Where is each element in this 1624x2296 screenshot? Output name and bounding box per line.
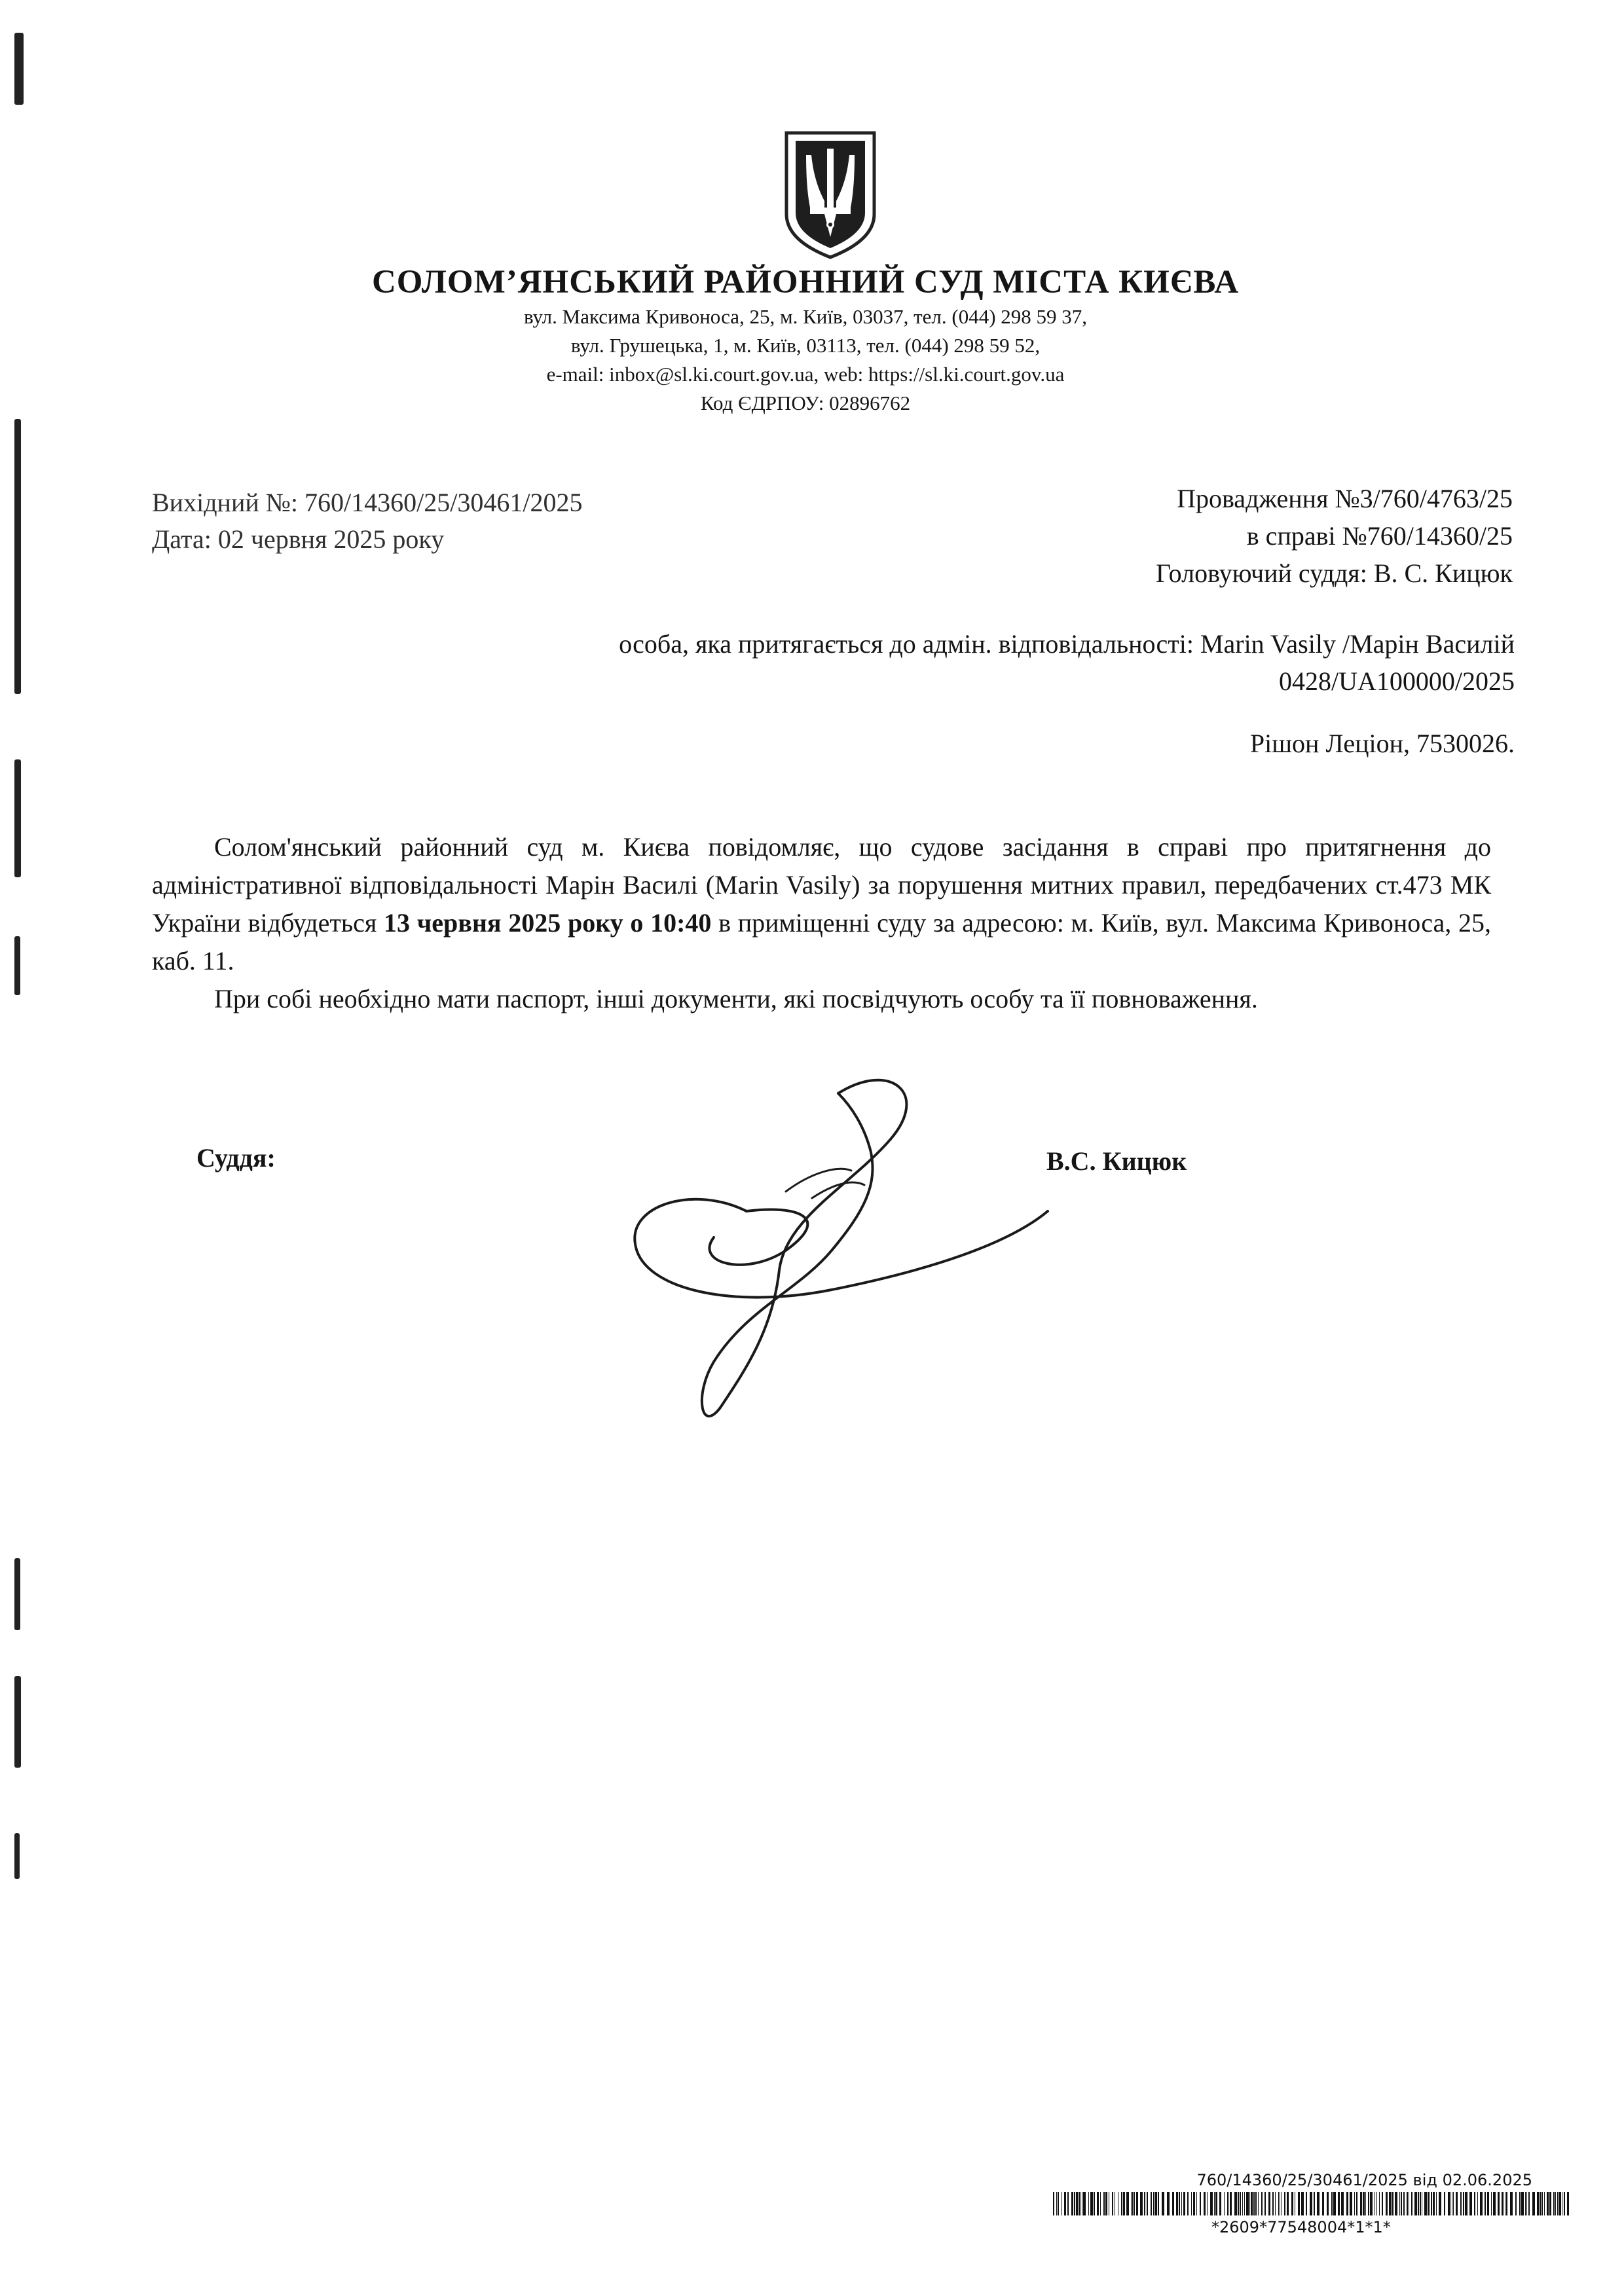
court-contact-line: e-mail: inbox@sl.ki.court.gov.ua, web: https://sl.ki.court.gov.ua bbox=[546, 363, 1065, 386]
barcode-bar bbox=[1376, 2192, 1377, 2215]
notice-paragraph bbox=[152, 828, 1491, 980]
barcode-bar bbox=[1291, 2192, 1293, 2215]
judge-name: В.С. Кицюк bbox=[1046, 1146, 1187, 1176]
barcode-bar bbox=[1564, 2192, 1565, 2215]
barcode-bar bbox=[1112, 2192, 1113, 2215]
barcode-bar bbox=[1255, 2192, 1257, 2215]
barcode-bar bbox=[1234, 2192, 1237, 2215]
barcode-bar bbox=[1465, 2192, 1467, 2215]
barcode-bar bbox=[1227, 2192, 1228, 2215]
barcode-bar bbox=[1356, 2192, 1357, 2215]
barcode-bar bbox=[1183, 2192, 1185, 2215]
barcode-bar bbox=[1433, 2192, 1435, 2215]
barcode-bar bbox=[1418, 2192, 1419, 2215]
barcode-bar bbox=[1251, 2192, 1253, 2215]
barcode-bar bbox=[1155, 2192, 1157, 2215]
barcode-bar bbox=[1249, 2192, 1250, 2215]
barcode-bar bbox=[1105, 2192, 1107, 2215]
addressee-block bbox=[619, 625, 1515, 700]
barcode-bar bbox=[1219, 2192, 1221, 2215]
barcode-bar bbox=[1317, 2192, 1320, 2215]
barcode-bar bbox=[1519, 2192, 1521, 2215]
barcode-bar bbox=[1350, 2192, 1352, 2215]
barcode-bar bbox=[1067, 2192, 1069, 2215]
court-edrpou-line: Код ЄДРПОУ: 02896762 bbox=[700, 392, 911, 414]
barcode-bar bbox=[1210, 2192, 1213, 2215]
barcode-bar bbox=[1341, 2192, 1344, 2215]
barcode-bar bbox=[1395, 2192, 1397, 2215]
barcode bbox=[1053, 2192, 1569, 2215]
barcode-number: *2609*77548004*1*1* bbox=[1211, 2218, 1391, 2236]
barcode-bar bbox=[1132, 2192, 1134, 2215]
proceeding-number: Провадження №3/760/4763/25 bbox=[1177, 484, 1513, 513]
barcode-bar bbox=[1083, 2192, 1086, 2215]
barcode-bar bbox=[1264, 2192, 1266, 2215]
barcode-bar bbox=[1071, 2192, 1073, 2215]
barcode-bar bbox=[1126, 2192, 1129, 2215]
barcode-bar bbox=[1287, 2192, 1289, 2215]
barcode-bar bbox=[1272, 2192, 1274, 2215]
barcode-bar bbox=[1414, 2192, 1417, 2215]
barcode-bar bbox=[1103, 2192, 1105, 2215]
barcode-bar bbox=[1242, 2192, 1243, 2215]
barcode-bar bbox=[1379, 2192, 1380, 2215]
outgoing-number: Вихідний №: 760/14360/25/30461/2025 bbox=[152, 488, 583, 517]
barcode-bar bbox=[1191, 2192, 1192, 2215]
barcode-bar bbox=[1193, 2192, 1195, 2215]
barcode-bar bbox=[1134, 2192, 1135, 2215]
barcode-bar bbox=[1368, 2192, 1369, 2215]
barcode-bar bbox=[1540, 2192, 1541, 2215]
barcode-bar bbox=[1278, 2192, 1279, 2215]
barcode-bar bbox=[1204, 2192, 1206, 2215]
barcode-bar bbox=[1456, 2192, 1458, 2215]
outgoing-date: Дата: 02 червня 2025 року bbox=[152, 524, 445, 554]
notice-paragraph: При собі необхідно мати паспорт, інші документи, які посвідчують особу та її повноваження. bbox=[214, 984, 1258, 1013]
barcode-bar bbox=[1230, 2192, 1232, 2215]
barcode-bar bbox=[1389, 2192, 1392, 2215]
barcode-bar bbox=[1547, 2192, 1549, 2215]
barcode-bar bbox=[1333, 2192, 1336, 2215]
barcode-bar bbox=[1131, 2192, 1132, 2215]
barcode-bar bbox=[1360, 2192, 1362, 2215]
barcode-bar bbox=[1306, 2192, 1307, 2215]
barcode-bar bbox=[1207, 2192, 1208, 2215]
court-name: СОЛОМ’ЯНСЬКИЙ РАЙОННИЙ СУД МІСТА КИЄВА bbox=[371, 264, 1240, 301]
outgoing-meta bbox=[152, 484, 583, 558]
barcode-bar bbox=[1179, 2192, 1180, 2215]
scan-edge-mark bbox=[14, 759, 21, 877]
barcode-bar bbox=[1502, 2192, 1504, 2215]
barcode-bar bbox=[1424, 2192, 1427, 2215]
barcode-bar bbox=[1215, 2192, 1217, 2215]
barcode-bar bbox=[1140, 2192, 1143, 2215]
barcode-bar bbox=[1196, 2192, 1197, 2215]
notice-text: в приміщенні суду за адресою: м. Київ, вул. Максима Кривоноса, 25, каб. 11. bbox=[152, 908, 1491, 975]
barcode-bar bbox=[1528, 2192, 1530, 2215]
barcode-bar bbox=[1100, 2192, 1101, 2215]
case-number: в справі №760/14360/25 bbox=[1246, 521, 1513, 551]
barcode-bar bbox=[1525, 2192, 1526, 2215]
trident-coat-of-arms-icon bbox=[781, 129, 879, 260]
barcode-bar bbox=[1480, 2192, 1483, 2215]
barcode-bar bbox=[1228, 2192, 1229, 2215]
barcode-bar bbox=[1240, 2192, 1241, 2215]
barcode-bar bbox=[1088, 2192, 1089, 2215]
scan-edge-mark bbox=[14, 1833, 20, 1879]
barcode-bar bbox=[1246, 2192, 1249, 2215]
barcode-bar bbox=[1477, 2192, 1478, 2215]
barcode-bar bbox=[1532, 2192, 1535, 2215]
barcode-bar bbox=[1056, 2192, 1057, 2215]
barcode-bar bbox=[1253, 2192, 1255, 2215]
barcode-bar bbox=[1214, 2192, 1215, 2215]
barcode-bar bbox=[1370, 2192, 1373, 2215]
barcode-bar bbox=[1469, 2192, 1472, 2215]
barcode-bar bbox=[1544, 2192, 1545, 2215]
barcode-bar bbox=[1076, 2192, 1078, 2215]
barcode-bar bbox=[1094, 2192, 1095, 2215]
barcode-bar bbox=[1261, 2192, 1263, 2215]
barcode-bar bbox=[1224, 2192, 1225, 2215]
scan-edge-mark bbox=[14, 936, 20, 995]
barcode-bar bbox=[1555, 2192, 1556, 2215]
barcode-bar bbox=[1399, 2192, 1400, 2215]
notice-text: Солом'янський районний суд м. Києва повідомляє, що судове засідання в справі про притягнення до адміністративної відповідальності Марін Василі (Marin Vasily) за порушення митних правил, передбачених ст.473 МК України відбудеться bbox=[152, 832, 1491, 938]
barcode-bar bbox=[1411, 2192, 1412, 2215]
barcode-bar bbox=[1258, 2192, 1259, 2215]
barcode-bar bbox=[1322, 2192, 1324, 2215]
barcode-bar bbox=[1553, 2192, 1555, 2215]
barcode-bar bbox=[1386, 2192, 1388, 2215]
barcode-bar bbox=[1172, 2192, 1174, 2215]
barcode-bar bbox=[1268, 2192, 1270, 2215]
barcode-bar bbox=[1123, 2192, 1125, 2215]
court-address-line: вул. Максима Кривоноса, 25, м. Київ, 03037, тел. (044) 298 59 37, bbox=[523, 305, 1088, 328]
barcode-bar bbox=[1559, 2192, 1561, 2215]
addressee-reference: 0428/UA100000/2025 bbox=[1279, 666, 1515, 696]
barcode-bar bbox=[1200, 2192, 1201, 2215]
barcode-bar bbox=[1428, 2192, 1430, 2215]
barcode-bar bbox=[1549, 2192, 1551, 2215]
court-header bbox=[249, 262, 1362, 418]
addressee-address: Рішон Леціон, 7530026. bbox=[1249, 729, 1515, 758]
barcode-bar bbox=[1151, 2192, 1152, 2215]
barcode-bar bbox=[1090, 2192, 1093, 2215]
barcode-bar bbox=[1058, 2192, 1059, 2215]
barcode-caption: 760/14360/25/30461/2025 від 02.06.2025 bbox=[1196, 2171, 1532, 2189]
barcode-bar bbox=[1275, 2192, 1276, 2215]
barcode-bar bbox=[1097, 2192, 1099, 2215]
barcode-bar bbox=[1147, 2192, 1148, 2215]
barcode-bar bbox=[1444, 2192, 1445, 2215]
barcode-bar bbox=[1284, 2192, 1285, 2215]
barcode-bar bbox=[1079, 2192, 1080, 2215]
scan-edge-mark bbox=[14, 1676, 21, 1768]
barcode-bar bbox=[1420, 2192, 1421, 2215]
barcode-bar bbox=[1176, 2192, 1178, 2215]
barcode-bar bbox=[1298, 2192, 1300, 2215]
barcode-bar bbox=[1506, 2192, 1507, 2215]
barcode-bar bbox=[1510, 2192, 1513, 2215]
barcode-bar bbox=[1460, 2192, 1462, 2215]
barcode-bar bbox=[1407, 2192, 1408, 2215]
barcode-bar bbox=[1338, 2192, 1340, 2215]
hearing-datetime: 13 червня 2025 року о 10:40 bbox=[383, 908, 712, 938]
barcode-bar bbox=[1439, 2192, 1441, 2215]
barcode-bar bbox=[1162, 2192, 1164, 2215]
barcode-bar bbox=[1498, 2192, 1500, 2215]
barcode-bar bbox=[1238, 2192, 1239, 2215]
barcode-bar bbox=[1158, 2192, 1159, 2215]
barcode-bar bbox=[1331, 2192, 1333, 2215]
barcode-bar bbox=[1453, 2192, 1454, 2215]
barcode-bar bbox=[1436, 2192, 1437, 2215]
barcode-bar bbox=[1392, 2192, 1393, 2215]
addressee-person: особа, яка притягається до адмін. відповідальності: Marin Vasily /Марін Василій bbox=[619, 629, 1515, 659]
barcode-bar bbox=[1463, 2192, 1464, 2215]
scan-edge-mark bbox=[14, 33, 24, 105]
barcode-bar bbox=[1537, 2192, 1539, 2215]
barcode-bar bbox=[1187, 2192, 1189, 2215]
barcode-bar bbox=[1314, 2192, 1315, 2215]
barcode-bar bbox=[1448, 2192, 1450, 2215]
scan-edge-mark bbox=[14, 419, 21, 694]
barcode-bar bbox=[1144, 2192, 1145, 2215]
barcode-bar bbox=[1382, 2192, 1383, 2215]
barcode-bar bbox=[1074, 2192, 1075, 2215]
barcode-bar bbox=[1567, 2192, 1569, 2215]
barcode-bar bbox=[1346, 2192, 1348, 2215]
barcode-bar bbox=[1327, 2192, 1329, 2215]
barcode-bar bbox=[1354, 2192, 1355, 2215]
barcode-bar bbox=[1526, 2192, 1527, 2215]
barcode-bar bbox=[1153, 2192, 1154, 2215]
barcode-bar bbox=[1121, 2192, 1122, 2215]
presiding-judge: Головуючий суддя: В. С. Кицюк bbox=[1156, 558, 1513, 588]
barcode-bar bbox=[1136, 2192, 1138, 2215]
barcode-bar bbox=[1403, 2192, 1405, 2215]
notice-body bbox=[152, 828, 1491, 1018]
barcode-bar bbox=[1474, 2192, 1475, 2215]
barcode-bar bbox=[1181, 2192, 1182, 2215]
handwritten-signature bbox=[616, 1054, 1153, 1434]
barcode-bar bbox=[1301, 2192, 1304, 2215]
barcode-bar bbox=[1487, 2192, 1489, 2215]
barcode-bar bbox=[1244, 2192, 1245, 2215]
barcode-bar bbox=[1310, 2192, 1312, 2215]
barcode-bar bbox=[1167, 2192, 1170, 2215]
barcode-bar bbox=[1491, 2192, 1492, 2215]
barcode-bar bbox=[1053, 2192, 1054, 2215]
judge-label: Суддя: bbox=[196, 1143, 276, 1173]
scan-edge-mark bbox=[14, 1558, 20, 1630]
court-address-line: вул. Грушецька, 1, м. Київ, 03113, тел. (044) 298 59 52, bbox=[570, 334, 1041, 357]
barcode-bar bbox=[1363, 2192, 1365, 2215]
barcode-bar bbox=[1557, 2192, 1559, 2215]
barcode-bar bbox=[1541, 2192, 1543, 2215]
barcode-bar bbox=[1365, 2192, 1366, 2215]
barcode-bar bbox=[1515, 2192, 1517, 2215]
barcode-bar bbox=[1431, 2192, 1432, 2215]
barcode-bar bbox=[1485, 2192, 1486, 2215]
barcode-bar bbox=[1064, 2192, 1066, 2215]
barcode-bar bbox=[1521, 2192, 1524, 2215]
barcode-bar bbox=[1493, 2192, 1496, 2215]
barcode-bar bbox=[1401, 2192, 1402, 2215]
case-meta bbox=[1156, 480, 1513, 592]
